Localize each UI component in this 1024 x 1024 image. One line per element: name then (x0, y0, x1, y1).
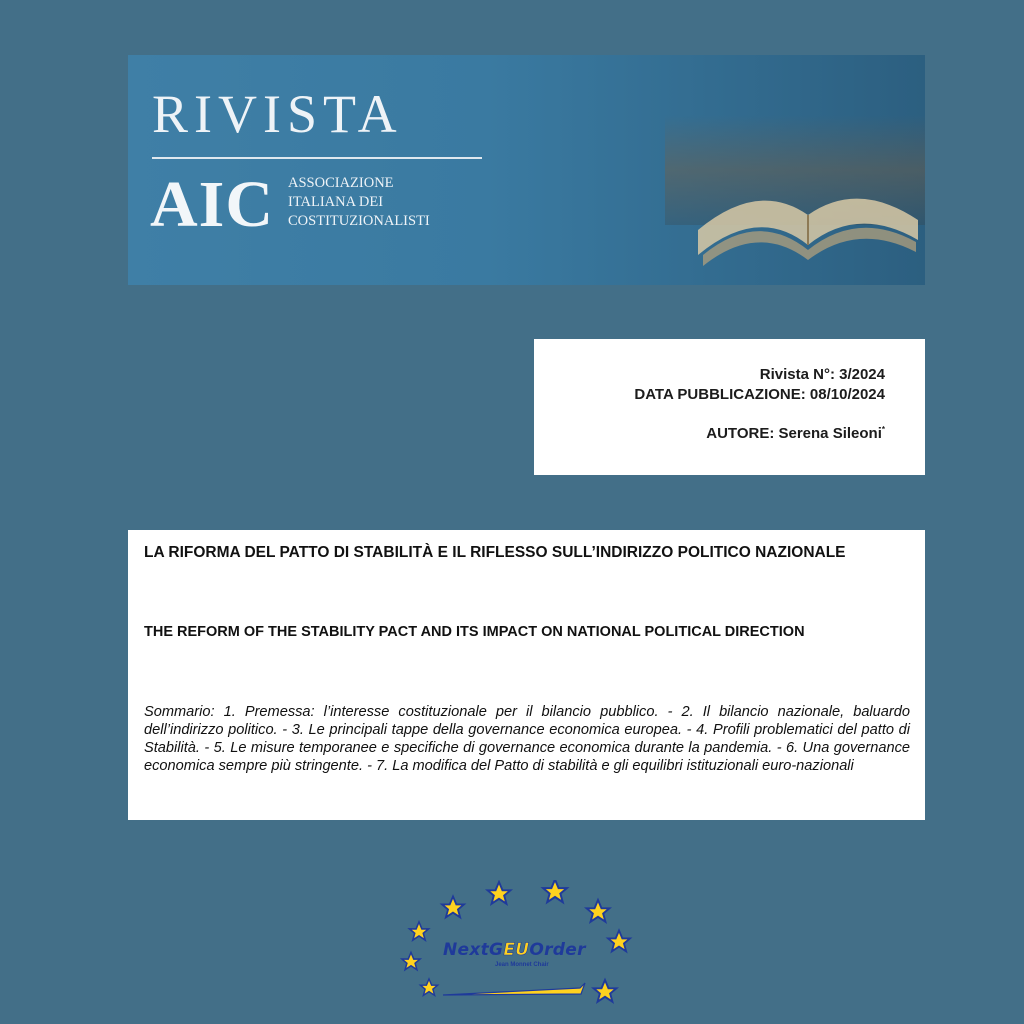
logo-highlight: EU (503, 940, 530, 960)
logo-suffix: Order (529, 940, 586, 960)
journal-acronym: AIC (150, 168, 275, 241)
association-name (288, 174, 430, 231)
journal-banner (128, 55, 925, 285)
association-line: COSTITUZIONALISTI (288, 213, 430, 229)
publication-info-box (534, 339, 925, 475)
author-line (706, 425, 885, 442)
logo-prefix: NextG (443, 940, 504, 960)
logo-subtitle: Jean Monnet Chair (495, 962, 549, 968)
open-book-graphic (688, 160, 925, 280)
journal-title: RIVISTA (152, 84, 403, 144)
issue-number: Rivista N°: 3/2024 (759, 366, 885, 383)
logo-wordmark (443, 940, 586, 960)
publication-date: DATA PUBBLICAZIONE: 08/10/2024 (634, 386, 885, 403)
author-name: AUTORE: Serena Sileoni (706, 425, 882, 442)
article-title-english: THE REFORM OF THE STABILITY PACT AND ITS IMPACT ON NATIONAL POLITICAL DIRECTION (144, 624, 805, 640)
author-footnote-mark: * (881, 425, 885, 434)
association-line: ASSOCIAZIONE (288, 175, 394, 191)
article-title-italian: LA RIFORMA DEL PATTO DI STABILITÀ E IL RIFLESSO SULL’INDIRIZZO POLITICO NAZIONALE (144, 544, 846, 561)
article-abstract-box (128, 530, 925, 820)
association-line: ITALIANA DEI (288, 194, 384, 210)
article-summary: Sommario: 1. Premessa: l’interesse costituzionale per il bilancio pubblico. - 2. Il bilancio nazionale, baluardo dell’indirizzo politico. - 3. Le principali tappe della governance economica europea. - 4. Profili problematici del patto di Stabilità. - 5. Le misure temporanee e specifiche di governance economica durante la pandemia. - 6. Una governance economica sempre più stringente. - 7. La modifica del Patto di stabilità e gli equilibri istituzionali euro-nazionali (144, 704, 910, 774)
title-rule (152, 157, 482, 159)
nextgeuorder-logo (395, 880, 640, 1010)
